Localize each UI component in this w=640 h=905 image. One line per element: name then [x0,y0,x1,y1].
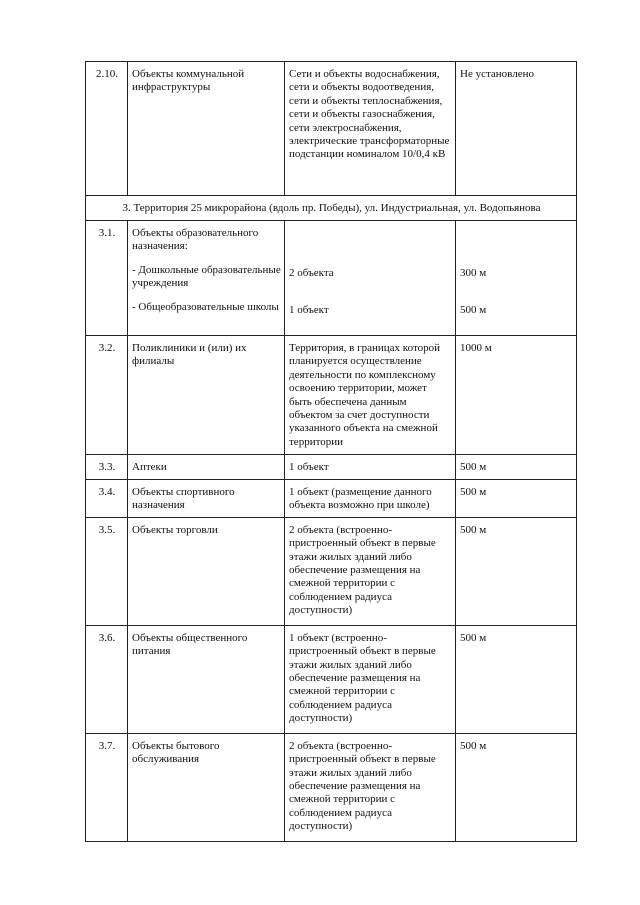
radius-group [456,221,577,336]
row-number: 3.7. [86,733,128,841]
object-description: 1 объект [289,304,329,316]
row-number: 3.1. [86,221,128,336]
section-title: 3. Территория 25 микрорайона (вдоль пр. Победы), ул. Индустриальная, ул. Водопьянова [86,196,577,221]
accessibility-radius: 500 м [456,517,577,625]
object-name: Объекты торговли [128,517,285,625]
row-number: 2.10. [86,62,128,196]
accessibility-radius: 500 м [456,625,577,733]
row-number: 3.3. [86,455,128,480]
object-description-group [285,221,456,336]
object-name: Поликлиники и (или) их филиалы [128,336,285,455]
table-row [86,455,577,480]
object-description: Территория, в границах которой планируется осуществление деятельности по комплексному освоению территории, может быть обеспечена данным объектом за счет доступности указанного объекта на смежной территории [285,336,456,455]
table-row [86,480,577,518]
accessibility-radius: 500 м [456,455,577,480]
object-description: Сети и объекты водоснабжения, сети и объекты водоотведения, сети и объекты теплоснабжения, сети и объекты газоснабжения, сети электроснабжения, электрические трансформаторные подстанции номиналом 10/0,4 кВ [285,62,456,196]
table-row [86,221,577,336]
table-row [86,733,577,841]
accessibility-radius: 300 м [460,267,487,279]
table-row [86,336,577,455]
sub-object-name: - Дошкольные образовательные учреждения [132,263,281,290]
object-description: 2 объекта (встроенно-пристроенный объект в первые этажи жилых зданий либо обеспечение размещения на смежной территории с соблюдением радиуса доступности) [285,517,456,625]
object-description: 2 объекта (встроенно-пристроенный объект в первые этажи жилых зданий либо обеспечение размещения на смежной территории с соблюдением радиуса доступности) [285,733,456,841]
object-description: 1 объект [285,455,456,480]
row-number: 3.4. [86,480,128,518]
object-description: 2 объекта [289,267,334,279]
object-description: 1 объект (встроенно-пристроенный объект в первые этажи жилых зданий либо обеспечение размещения на смежной территории с соблюдением радиуса доступности) [285,625,456,733]
accessibility-radius: 500 м [456,733,577,841]
row-number: 3.6. [86,625,128,733]
object-name: Объекты бытового обслуживания [128,733,285,841]
object-name: Объекты образовательного назначения: [132,227,259,253]
table-row [86,62,577,196]
object-name: Аптеки [128,455,285,480]
object-name: Объекты спортивного назначения [128,480,285,518]
object-name: Объекты общественного питания [128,625,285,733]
table-row [86,517,577,625]
accessibility-radius: 1000 м [456,336,577,455]
object-name-group [128,221,285,336]
accessibility-radius: Не установлено [456,62,577,196]
accessibility-radius: 500 м [460,304,487,316]
object-description: 1 объект (размещение данного объекта возможно при школе) [285,480,456,518]
sub-object-name: - Общеобразовательные школы [132,300,279,313]
accessibility-radius: 500 м [456,480,577,518]
row-number: 3.5. [86,517,128,625]
section-row [86,196,577,221]
table-row [86,625,577,733]
requirements-table [85,61,577,842]
row-number: 3.2. [86,336,128,455]
object-name: Объекты коммунальной инфраструктуры [128,62,285,196]
